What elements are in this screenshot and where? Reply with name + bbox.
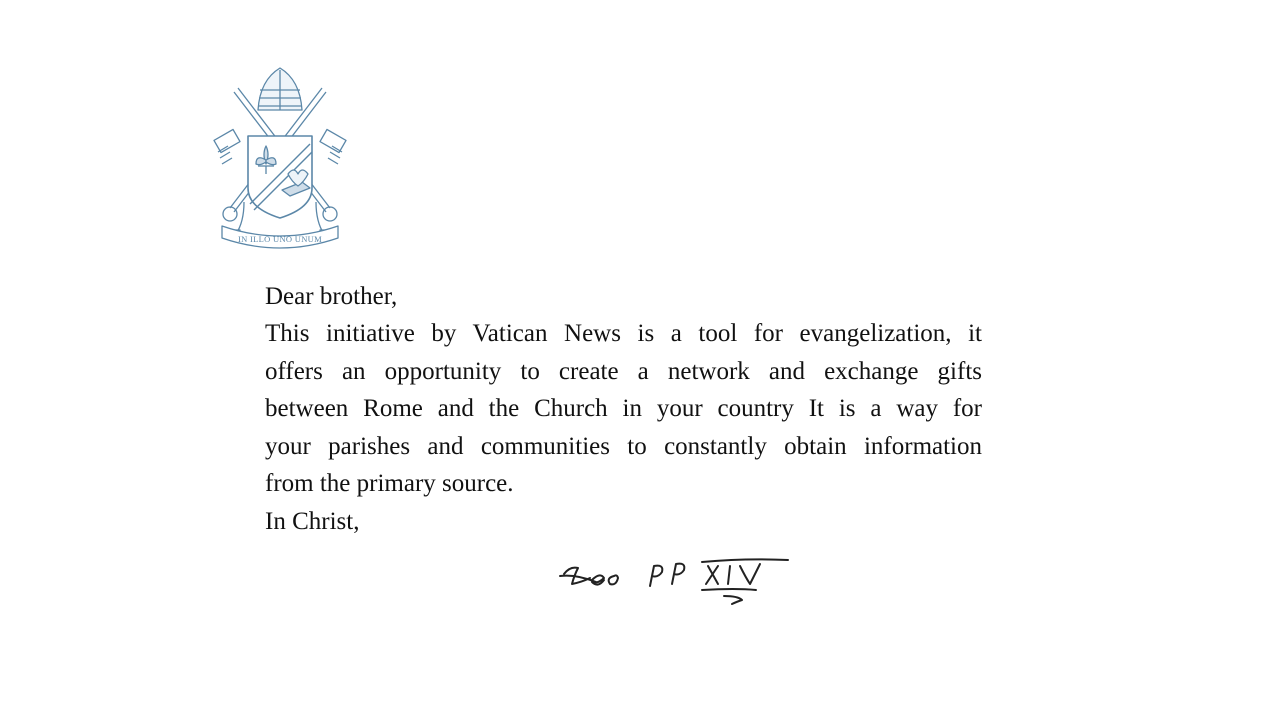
- letter-body-line: your parishes and communities to constantly obtain information: [265, 432, 982, 460]
- letter-body-line: This initiative by Vatican News is a tool for evangelization, it: [265, 320, 982, 347]
- papal-coat-of-arms-icon: [208, 62, 352, 252]
- letter-body-line: between Rome and the Church in your country It is a way for: [265, 395, 982, 422]
- letter-closing: In Christ,: [265, 507, 360, 535]
- letter-body: [265, 278, 982, 540]
- handwritten-signature-icon: [556, 552, 794, 612]
- letter-body-line: offers an opportunity to create a network and exchange gifts: [265, 357, 982, 385]
- letter-body-line: from the primary source.: [265, 470, 514, 497]
- letter-salutation: Dear brother,: [265, 283, 398, 310]
- coat-of-arms-motto: IN ILLO UNO UNUM: [238, 234, 322, 244]
